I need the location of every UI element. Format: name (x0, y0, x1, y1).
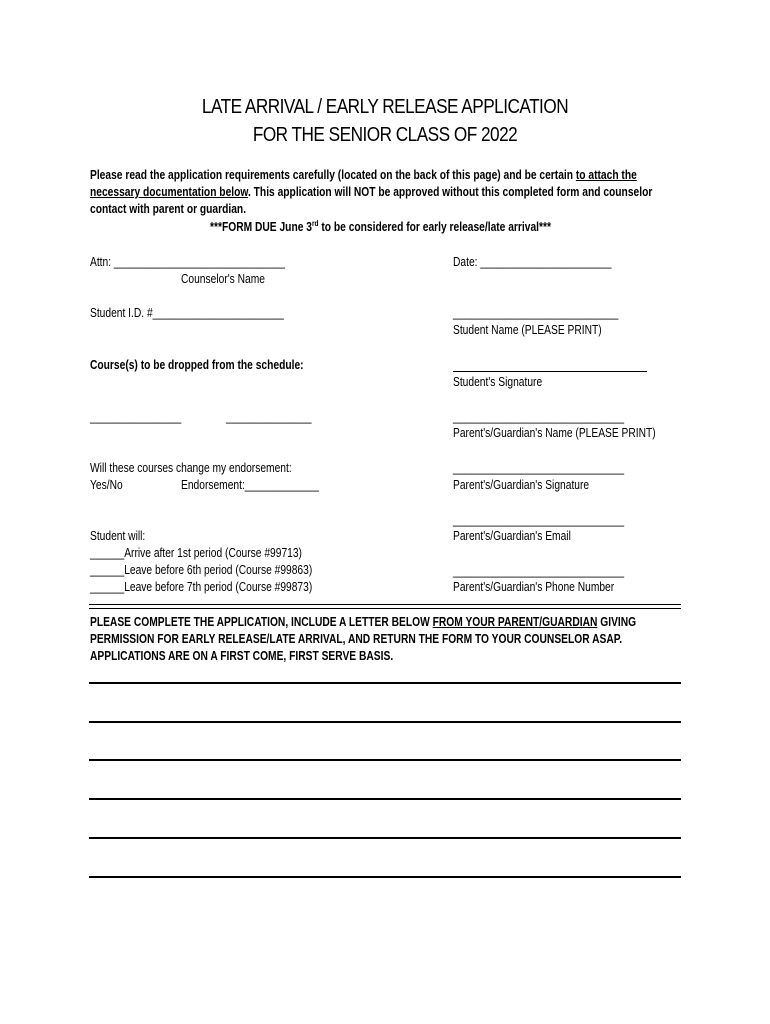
letter-line-5[interactable] (89, 837, 681, 839)
due-text-b: to be considered for early release/late arrival*** (318, 220, 551, 235)
student-name-blank[interactable]: _____________________________ (453, 306, 619, 320)
courses-dropped-label: Course(s) to be dropped from the schedule: (90, 358, 304, 372)
endorsement-question: Will these courses change my endorsement: (90, 461, 292, 475)
form-title-line-1: LATE ARRIVAL / EARLY RELEASE APPLICATION (201, 96, 569, 118)
intro-line-2 (90, 185, 652, 199)
student-id-field[interactable]: Student I.D. #_______________________ (90, 306, 284, 320)
course-blank-2[interactable]: _______________ (226, 410, 312, 424)
attn-field[interactable]: Attn: ______________________________ (90, 255, 285, 269)
parent-name-blank[interactable]: ______________________________ (453, 410, 625, 424)
counselor-name-caption: Counselor's Name (181, 272, 265, 286)
letter-line-6[interactable] (89, 876, 681, 878)
student-name-caption: Student Name (PLEASE PRINT) (453, 323, 602, 337)
divider-rule-bottom (89, 608, 681, 609)
parent-signature-caption: Parent's/Guardian's Signature (453, 478, 590, 492)
parent-email-caption: Parent's/Guardian's Email (453, 529, 571, 543)
option-arrive-after-1st[interactable]: ______Arrive after 1st period (Course #99713) (90, 546, 302, 560)
intro-text: Please read the application requirements carefully (located on the back of this page) and be certain (90, 168, 576, 182)
instructions-underline: FROM YOUR PARENT/GUARDIAN (432, 615, 598, 629)
divider-rule-top (89, 604, 681, 605)
option-leave-before-6th[interactable]: ______Leave before 6th period (Course #99863) (90, 563, 313, 577)
intro-text-2: . This application will NOT be approved without this completed form and counselor (247, 185, 653, 199)
intro-line-3: contact with parent or guardian. (90, 202, 247, 216)
form-title-line-2: FOR THE SENIOR CLASS OF 2022 (252, 124, 518, 146)
due-superscript: rd (311, 219, 319, 228)
parent-phone-blank[interactable]: ______________________________ (453, 564, 625, 578)
letter-line-4[interactable] (89, 798, 681, 800)
letter-line-2[interactable] (89, 721, 681, 723)
instructions-line-2: PERMISSION FOR EARLY RELEASE/LATE ARRIVAL, AND RETURN THE FORM TO YOUR COUNSELOR ASAP. (90, 632, 623, 646)
student-signature-line[interactable] (453, 371, 647, 372)
letter-line-1[interactable] (89, 682, 681, 684)
course-blank-1[interactable]: ________________ (90, 410, 182, 424)
instructions-text-1a: PLEASE COMPLETE THE APPLICATION, INCLUDE A LETTER BELOW (90, 615, 433, 629)
intro-underline-2: necessary documentation below (90, 185, 248, 199)
due-notice (210, 219, 551, 234)
intro-line-1 (90, 168, 637, 182)
student-will-label: Student will: (90, 529, 146, 543)
parent-signature-blank[interactable]: ______________________________ (453, 461, 625, 475)
intro-underline-1: to attach the (575, 168, 637, 182)
date-field[interactable]: Date: _______________________ (453, 255, 612, 269)
parent-name-caption: Parent's/Guardian's Name (PLEASE PRINT) (453, 426, 656, 440)
parent-email-blank[interactable]: ______________________________ (453, 513, 625, 527)
student-signature-caption: Student's Signature (453, 375, 543, 389)
instructions-text-1b: GIVING (597, 615, 637, 629)
endorsement-field[interactable]: Endorsement:_____________ (181, 478, 319, 492)
letter-line-3[interactable] (89, 759, 681, 761)
yes-no-field[interactable]: Yes/No (90, 478, 123, 492)
parent-phone-caption: Parent's/Guardian's Phone Number (453, 580, 615, 594)
instructions-line-1 (90, 615, 636, 629)
due-text-a: ***FORM DUE June 3 (210, 220, 312, 235)
instructions-line-3: APPLICATIONS ARE ON A FIRST COME, FIRST SERVE BASIS. (90, 649, 394, 663)
option-leave-before-7th[interactable]: ______Leave before 7th period (Course #99873) (90, 580, 313, 594)
